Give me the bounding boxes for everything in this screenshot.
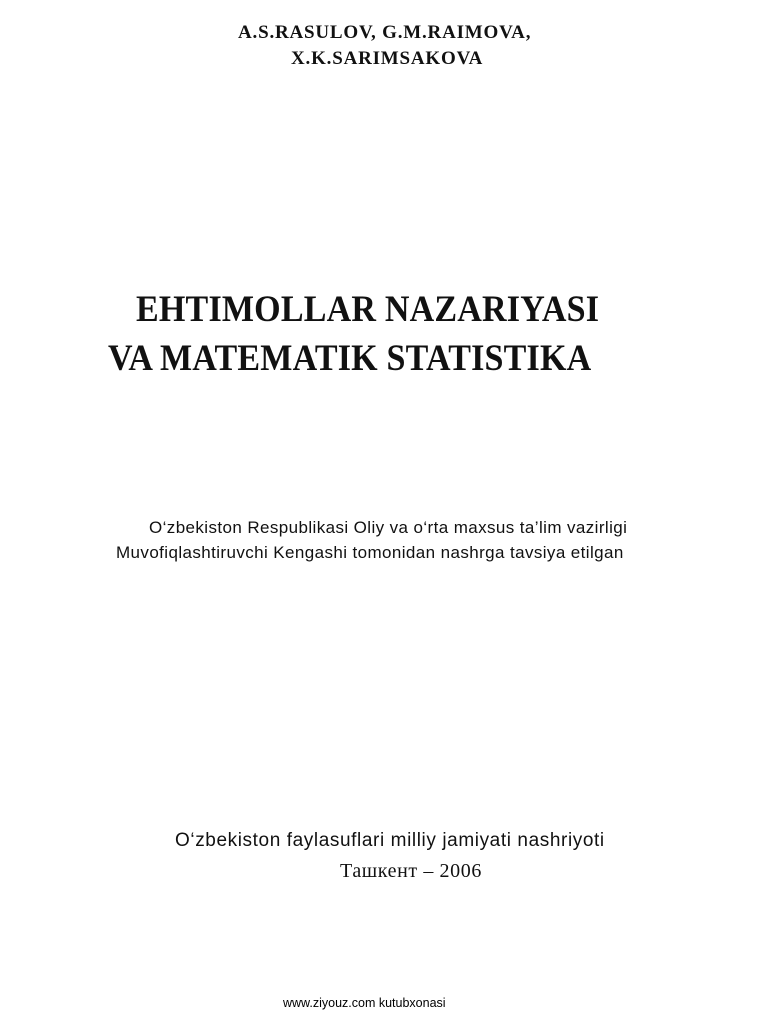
publication-city-year: Ташкент – 2006 — [340, 860, 482, 882]
approval-note-line-1: O‘zbekiston Respublikasi Oliy va o‘rta maxsus ta’lim vazirligi — [149, 518, 628, 537]
publisher-name: O‘zbekiston faylasuflari milliy jamiyati nashriyoti — [175, 830, 605, 851]
book-title-line-2: VA MATEMATIK STATISTIKA — [108, 338, 592, 379]
source-watermark: www.ziyouz.com kutubxonasi — [283, 996, 446, 1010]
authors-line-2: X.K.SARIMSAKOVA — [291, 48, 484, 69]
authors-line-1: A.S.RASULOV, G.M.RAIMOVA, — [238, 22, 532, 43]
book-title-line-1: EHTIMOLLAR NAZARIYASI — [136, 289, 600, 330]
approval-note-line-2: Muvofiqlashtiruvchi Kengashi tomonidan nashrga tavsiya etilgan — [116, 543, 624, 562]
